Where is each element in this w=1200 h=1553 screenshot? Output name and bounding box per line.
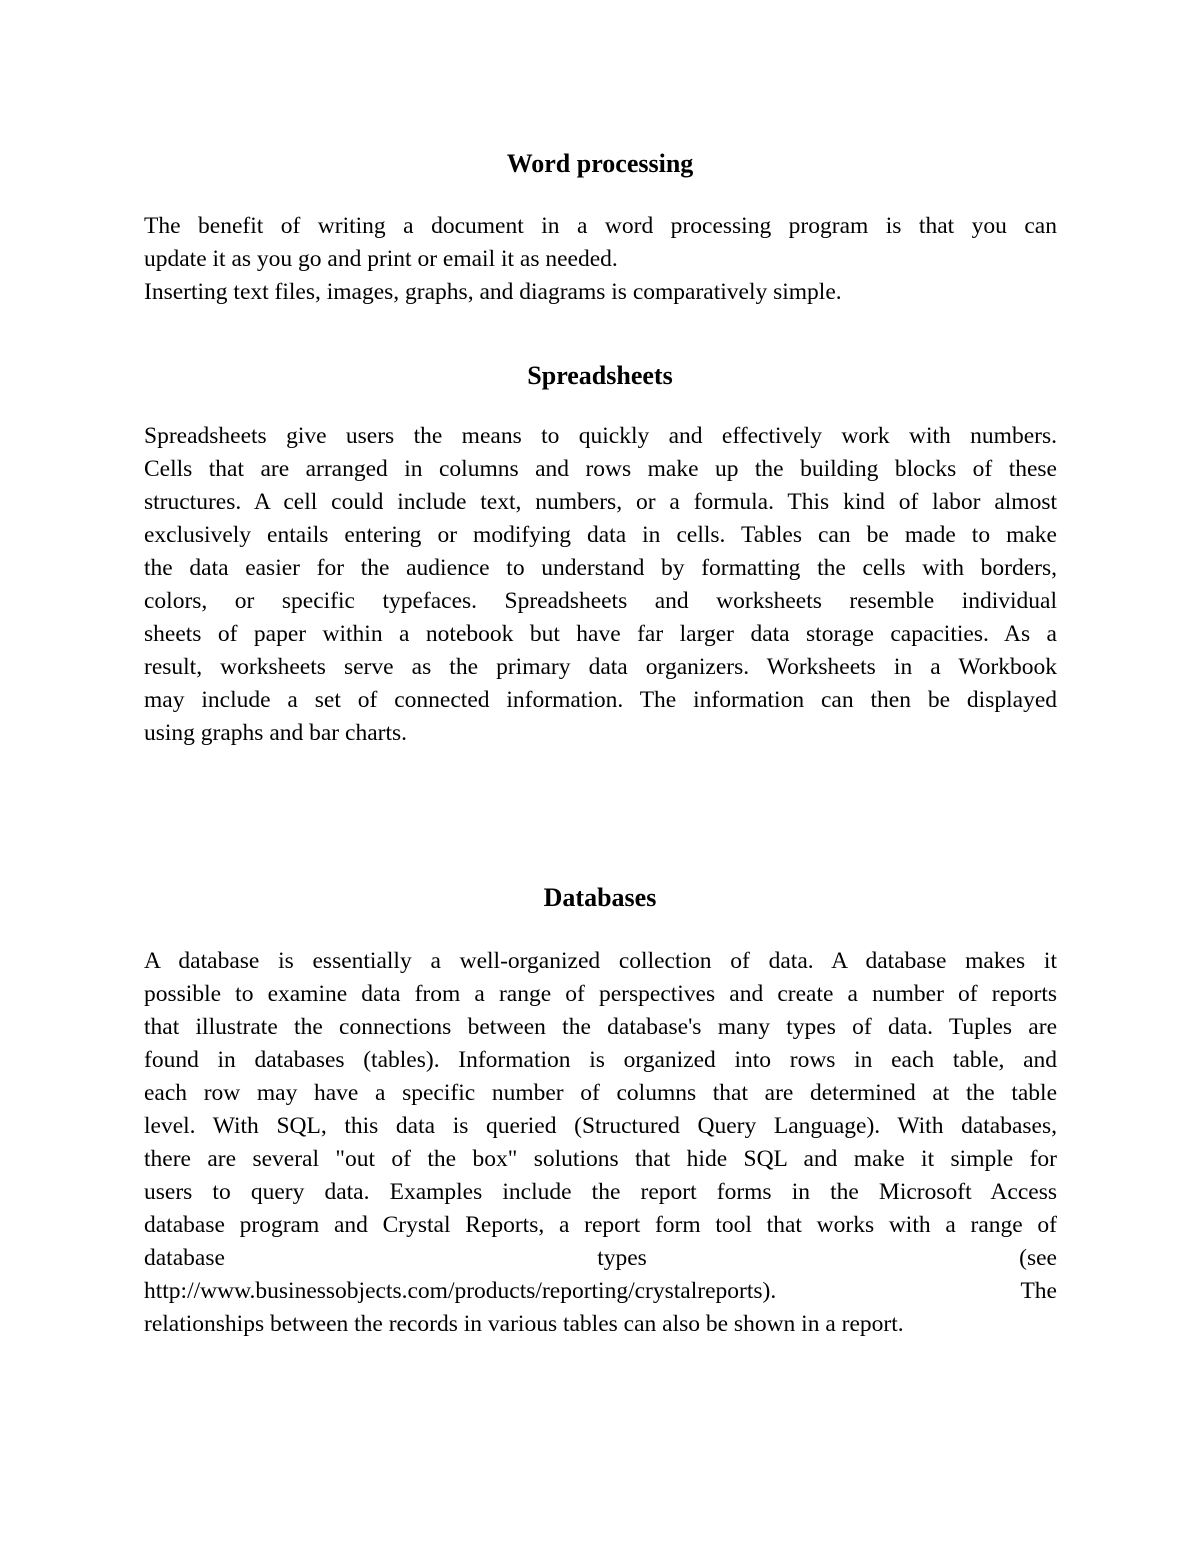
text-line: Cells that are arranged in columns and rows make up the building blocks of these [144, 456, 1057, 482]
heading-spreadsheets: Spreadsheets [527, 361, 673, 390]
text-line: http://www.businessobjects.com/products/reporting/crystalreports). The [144, 1278, 1057, 1304]
text-line: A database is essentially a well-organized collection of data. A database makes it [144, 948, 1057, 974]
text-line: each row may have a specific number of columns that are determined at the table [144, 1080, 1057, 1106]
text-line: database types (see [144, 1245, 1057, 1271]
text-line: result, worksheets serve as the primary data organizers. Worksheets in a Workbook [144, 654, 1057, 680]
heading-databases: Databases [543, 883, 657, 912]
text-line: users to query data. Examples include the report forms in the Microsoft Access [144, 1179, 1057, 1205]
text-line: exclusively entails entering or modifying data in cells. Tables can be made to make [144, 522, 1057, 548]
text-line: may include a set of connected information. The information can then be displayed [144, 687, 1057, 713]
paragraph-word-processing [144, 210, 1057, 309]
text-line: sheets of paper within a notebook but have far larger data storage capacities. As a [144, 621, 1057, 647]
text-line: database program and Crystal Reports, a report form tool that works with a range of [144, 1212, 1057, 1238]
text-line: Inserting text files, images, graphs, and diagrams is comparatively simple. [144, 279, 842, 305]
text-line: colors, or specific typefaces. Spreadsheets and worksheets resemble individual [144, 588, 1057, 614]
paragraph-databases [144, 945, 1057, 1341]
text-line: The benefit of writing a document in a word processing program is that you can [144, 213, 1057, 239]
text-line: possible to examine data from a range of perspectives and create a number of reports [144, 981, 1057, 1007]
heading-word-processing: Word processing [506, 149, 694, 178]
paragraph-spreadsheets [144, 420, 1057, 750]
text-line: update it as you go and print or email it as needed. [144, 246, 618, 272]
text-line: the data easier for the audience to understand by formatting the cells with borders, [144, 555, 1057, 581]
text-line: found in databases (tables). Information is organized into rows in each table, and [144, 1047, 1057, 1073]
text-line: level. With SQL, this data is queried (Structured Query Language). With databases, [144, 1113, 1057, 1139]
text-line: using graphs and bar charts. [144, 720, 407, 746]
text-line: that illustrate the connections between the database's many types of data. Tuples are [144, 1014, 1057, 1040]
text-line: structures. A cell could include text, numbers, or a formula. This kind of labor almost [144, 489, 1057, 515]
text-line: relationships between the records in various tables can also be shown in a report. [144, 1311, 904, 1337]
text-line: there are several "out of the box" solutions that hide SQL and make it simple for [144, 1146, 1057, 1172]
text-line: Spreadsheets give users the means to quickly and effectively work with numbers. [144, 423, 1057, 449]
